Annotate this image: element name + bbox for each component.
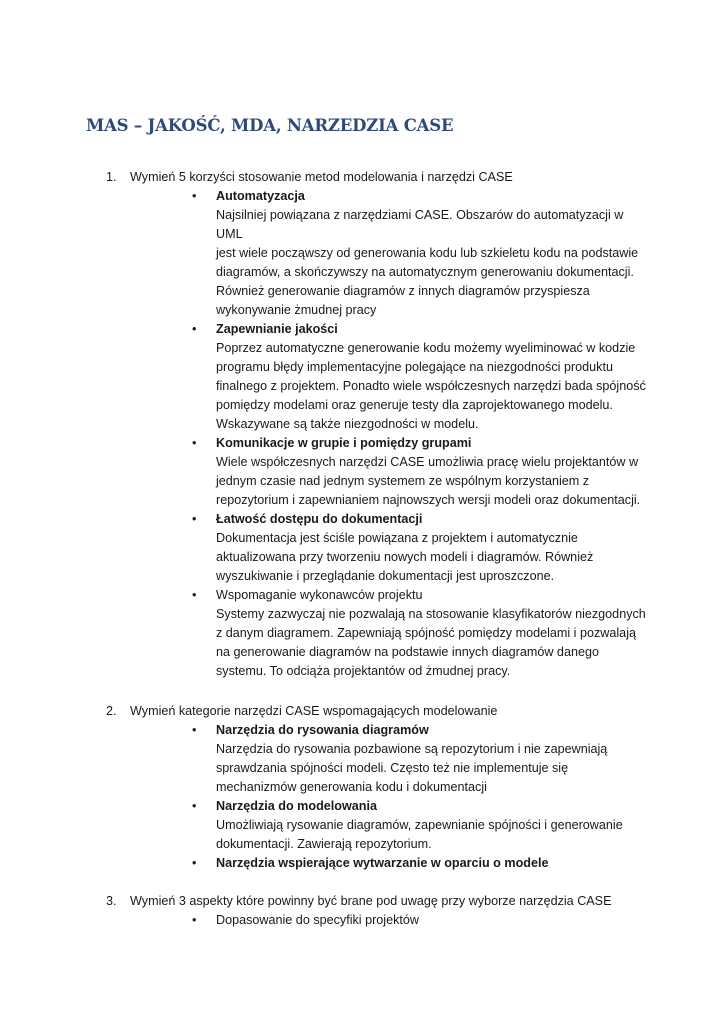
question-text: Wymień kategorie narzędzi CASE wspomagających modelowanie (130, 704, 498, 718)
item-title: Komunikacje w grupie i pomiędzy grupami (216, 436, 472, 450)
list-item (192, 320, 652, 434)
item-description: Najsilniej powiązana z narzędziami CASE. Obszarów do automatyzacji w UML jest wiele począwszy od generowania kodu lub szkieletu kodu na podstawie diagramów, a skończywszy na automatycznym generowaniu dokumentacji. Również generowanie diagramów z innych diagramów przyspiesza wykonywanie żmudnej pracy (216, 208, 639, 317)
bullet-icon: • (192, 588, 197, 602)
item-title: Narzędzia wspierające wytwarzanie w oparciu o modele (216, 856, 549, 870)
question-text: Wymień 5 korzyści stosowanie metod modelowania i narzędzi CASE (130, 170, 513, 184)
item-title: Automatyzacja (216, 189, 305, 203)
bullet-icon: • (192, 723, 197, 737)
item-description: Umożliwiają rysowanie diagramów, zapewnianie spójności i generowanie dokumentacji. Zawierają repozytorium. (216, 818, 623, 851)
bullet-icon: • (192, 322, 197, 336)
bullet-icon: • (192, 436, 197, 450)
question-1 (106, 168, 513, 187)
bullet-icon: • (192, 856, 197, 870)
item-description: Narzędzia do rysowania pozbawione są repozytorium i nie zapewniają sprawdzania spójności modeli. Często też nie implementuje się mechanizmów generowania kodu i dokumentacji (216, 742, 608, 794)
item-description: Wiele współczesnych narzędzi CASE umożliwia pracę wielu projektantów w jednym czasie nad jednym systemem ze wspólnym korzystaniem z repozytorium i zapewnianiem najnowszych wersji modeli oraz dokumentacji. (216, 455, 641, 507)
list-item (192, 721, 652, 797)
bullet-icon: • (192, 913, 197, 927)
list-item (192, 797, 652, 854)
item-title: Zapewnianie jakości (216, 322, 338, 336)
question-1-list (192, 187, 652, 681)
bullet-icon: • (192, 799, 197, 813)
list-item (192, 586, 652, 681)
list-item (192, 187, 652, 320)
item-title: Łatwość dostępu do dokumentacji (216, 512, 423, 526)
question-2 (106, 702, 497, 721)
item-title: Narzędzia do modelowania (216, 799, 377, 813)
page-title: MAS – JAKOŚĆ, MDA, NARZEDZIA CASE (86, 116, 454, 135)
list-item (192, 434, 652, 510)
item-description: Systemy zazwyczaj nie pozwalają na stosowanie klasyfikatorów niezgodnych z danym diagramem. Zapewniają spójność pomiędzy modelami i pozwalają na generowanie diagramów na podstawie innych diagramów danego systemu. To odciąża projektantów od żmudnej pracy. (216, 607, 646, 678)
question-3-list (192, 911, 652, 930)
bullet-icon: • (192, 189, 197, 203)
list-item (192, 854, 652, 873)
list-item (192, 510, 652, 586)
question-number: 2. (106, 704, 117, 718)
item-title: Dopasowanie do specyfiki projektów (216, 913, 420, 927)
item-title: Wspomaganie wykonawców projektu (216, 588, 423, 602)
question-number: 1. (106, 170, 117, 184)
bullet-icon: • (192, 512, 197, 526)
question-number: 3. (106, 894, 117, 908)
question-3 (106, 892, 611, 911)
list-item (192, 911, 652, 930)
question-2-list (192, 721, 652, 873)
item-description: Dokumentacja jest ściśle powiązana z projektem i automatycznie aktualizowana przy tworzeniu nowych modeli i diagramów. Również wyszukiwanie i przeglądanie dokumentacji jest uproszczone. (216, 531, 594, 583)
item-description: Poprzez automatyczne generowanie kodu możemy wyeliminować w kodzie programu błędy implementacyjne polegające na niezgodności produktu finalnego z projektem. Ponadto wiele współczesnych narzędzi bada spójność pomiędzy modelami oraz generuje testy dla zaprojektowanego modelu. Wskazywane są także niezgodności w modelu. (216, 341, 646, 431)
question-text: Wymień 3 aspekty które powinny być brane pod uwagę przy wyborze narzędzia CASE (130, 894, 612, 908)
item-title: Narzędzia do rysowania diagramów (216, 723, 429, 737)
